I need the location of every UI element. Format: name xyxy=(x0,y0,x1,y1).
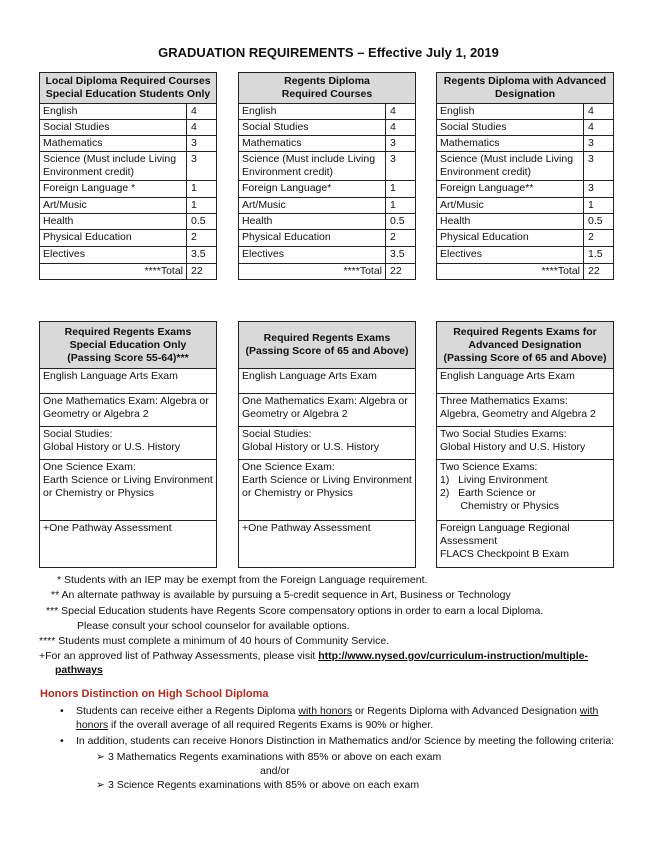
course-subject: Physical Education xyxy=(40,230,187,247)
table-row xyxy=(40,181,217,198)
table-row xyxy=(437,230,614,247)
course-credits: 4 xyxy=(187,120,217,136)
table-total-row xyxy=(239,264,416,280)
exam-cell xyxy=(239,369,416,394)
table-row xyxy=(239,104,416,120)
table-header-line: Local Diploma Required Courses xyxy=(45,75,211,87)
table-row xyxy=(239,369,416,394)
course-subject: English xyxy=(239,104,386,120)
table-row xyxy=(40,247,217,264)
exam-line: One Mathematics Exam: Algebra or Geometry or Algebra 2 xyxy=(43,395,209,420)
course-credits: 0.5 xyxy=(386,214,416,230)
table-row xyxy=(437,104,614,120)
exam-line: Global History or U.S. History xyxy=(242,441,380,453)
course-subject: English xyxy=(40,104,187,120)
local-diploma-courses-table xyxy=(39,72,217,280)
course-credits: 1 xyxy=(187,181,217,198)
table-header-row xyxy=(437,322,614,369)
exam-line: English Language Arts Exam xyxy=(440,370,575,382)
course-subject: Electives xyxy=(239,247,386,264)
course-credits: 3.5 xyxy=(187,247,217,264)
table-row xyxy=(40,152,217,181)
exam-line: English Language Arts Exam xyxy=(43,370,178,382)
course-subject: Art/Music xyxy=(40,198,187,214)
course-subject: Science (Must include Living Environment credit) xyxy=(239,152,386,181)
course-credits: 3 xyxy=(386,136,416,152)
footnote-special-ed: *** Special Education students have Regents Score compensatory options in order to earn a local Diploma. xyxy=(46,605,544,617)
table-header-line: (Passing Score of 65 and Above) xyxy=(245,345,409,357)
exam-line: Social Studies: xyxy=(242,428,312,440)
table-row xyxy=(40,427,217,460)
course-credits: 4 xyxy=(386,120,416,136)
honors-text: if the overall average of all required Regents Exams is 90% or higher. xyxy=(108,719,434,731)
exam-cell xyxy=(239,394,416,427)
course-subject: Physical Education xyxy=(239,230,386,247)
table-row xyxy=(239,120,416,136)
course-credits: 3 xyxy=(584,136,614,152)
pathway-link-contd[interactable]: pathways xyxy=(55,664,103,676)
course-subject: Mathematics xyxy=(239,136,386,152)
table-header-row xyxy=(239,322,416,369)
exam-cell xyxy=(437,460,614,521)
course-credits: 4 xyxy=(584,104,614,120)
exam-cell xyxy=(40,427,217,460)
table-row xyxy=(239,427,416,460)
course-subject: English xyxy=(437,104,584,120)
table-row xyxy=(239,152,416,181)
honors-criteria-math xyxy=(60,750,620,764)
table-header-line: Required Regents Exams xyxy=(64,325,192,338)
footnote-pathway-text: +For an approved list of Pathway Assessments, please visit xyxy=(39,650,319,662)
table-header-line: Required Regents Exams xyxy=(263,332,391,344)
regents-diploma-courses-table xyxy=(238,72,416,280)
exam-line: Social Studies: xyxy=(43,428,113,440)
table-header-row xyxy=(40,73,217,104)
exam-cell xyxy=(40,460,217,521)
table-header-line: (Passing Score of 65 and Above) xyxy=(443,351,607,364)
course-subject: Electives xyxy=(40,247,187,264)
exam-cell xyxy=(437,427,614,460)
course-subject: Social Studies xyxy=(437,120,584,136)
total-value: 22 xyxy=(386,264,416,280)
pathway-link[interactable]: http://www.nysed.gov/curriculum-instruction/multiple- xyxy=(318,650,588,662)
exam-line: 2) Earth Science or xyxy=(440,487,536,499)
total-value: 22 xyxy=(187,264,217,280)
course-subject: Health xyxy=(239,214,386,230)
table-header xyxy=(437,73,614,104)
exam-line: One Science Exam: xyxy=(242,461,335,473)
honors-list xyxy=(60,704,620,792)
total-value: 22 xyxy=(584,264,614,280)
course-subject: Art/Music xyxy=(437,198,584,214)
course-subject: Foreign Language* xyxy=(239,181,386,198)
table-header-line: (Passing Score 55-64)*** xyxy=(67,351,189,364)
criteria-text: 3 Mathematics Regents examinations with 85% or above on each exam xyxy=(108,751,442,763)
course-credits: 3 xyxy=(187,136,217,152)
course-credits: 0.5 xyxy=(584,214,614,230)
table-row xyxy=(40,460,217,521)
table-row xyxy=(239,521,416,568)
table-row xyxy=(437,460,614,521)
table-row xyxy=(40,369,217,394)
exam-cell xyxy=(239,521,416,568)
course-credits: 1 xyxy=(187,198,217,214)
honors-text: or Regents Diploma with Advanced Designation xyxy=(352,705,580,717)
honors-bullet-1 xyxy=(60,704,620,732)
table-row xyxy=(40,198,217,214)
table-header-line: Regents Diploma xyxy=(284,75,370,87)
course-credits: 1 xyxy=(386,198,416,214)
table-row xyxy=(437,247,614,264)
local-diploma-exams-table xyxy=(39,321,217,568)
table-row xyxy=(239,247,416,264)
exam-cell xyxy=(437,394,614,427)
table-row xyxy=(437,136,614,152)
table-row xyxy=(40,230,217,247)
exam-line: FLACS Checkpoint B Exam xyxy=(440,548,569,560)
arrow-bullet-icon: ➢ xyxy=(96,779,105,791)
exam-line: One Science Exam: xyxy=(43,461,136,473)
table-header-line: Advanced Designation xyxy=(468,338,582,351)
table-row xyxy=(437,394,614,427)
course-subject: Health xyxy=(40,214,187,230)
exam-cell xyxy=(40,394,217,427)
course-subject: Social Studies xyxy=(40,120,187,136)
course-credits: 4 xyxy=(187,104,217,120)
regents-diploma-exams-table xyxy=(238,321,416,568)
course-credits: 0.5 xyxy=(187,214,217,230)
course-credits: 4 xyxy=(386,104,416,120)
table-header xyxy=(40,322,217,369)
total-label: ****Total xyxy=(239,264,386,280)
table-row xyxy=(239,394,416,427)
exam-line: One Mathematics Exam: Algebra or Geometry or Algebra 2 xyxy=(242,395,408,420)
course-credits: 3 xyxy=(584,181,614,198)
table-header-line: Special Education Students Only xyxy=(45,88,211,100)
table-total-row xyxy=(40,264,217,280)
table-row xyxy=(40,120,217,136)
table-row xyxy=(40,521,217,568)
table-row xyxy=(437,198,614,214)
table-header-line: Required Regents Exams for xyxy=(453,325,597,338)
table-row xyxy=(437,521,614,568)
exam-cell xyxy=(40,521,217,568)
table-row xyxy=(40,214,217,230)
table-row xyxy=(40,104,217,120)
table-header-row xyxy=(437,73,614,104)
exam-cell xyxy=(437,521,614,568)
page-title: GRADUATION REQUIREMENTS – Effective July 1, 2019 xyxy=(158,45,499,60)
table-header-row xyxy=(40,322,217,369)
table-header-line: Required Courses xyxy=(281,88,373,100)
footnote-community-service: **** Students must complete a minimum of 40 hours of Community Service. xyxy=(39,635,390,647)
exam-cell xyxy=(239,427,416,460)
exam-line: English Language Arts Exam xyxy=(242,370,377,382)
honors-bullet-2 xyxy=(60,734,620,748)
exam-cell xyxy=(239,460,416,521)
table-total-row xyxy=(437,264,614,280)
course-credits: 3 xyxy=(187,152,217,181)
exam-cell xyxy=(40,369,217,394)
course-subject: Art/Music xyxy=(239,198,386,214)
exam-line: Chemistry or Physics xyxy=(440,500,560,512)
course-subject: Foreign Language** xyxy=(437,181,584,198)
course-subject: Health xyxy=(437,214,584,230)
table-row xyxy=(239,181,416,198)
bullet-icon: • xyxy=(60,705,64,717)
table-header xyxy=(239,322,416,369)
course-subject: Electives xyxy=(437,247,584,264)
footnote-special-ed-contd: Please consult your school counselor for available options. xyxy=(77,620,350,632)
table-row xyxy=(239,136,416,152)
exam-line: Global History or U.S. History xyxy=(43,441,181,453)
course-subject: Foreign Language * xyxy=(40,181,187,198)
table-row xyxy=(239,460,416,521)
exam-line: Global History and U.S. History xyxy=(440,441,586,453)
table-row xyxy=(239,198,416,214)
course-credits: 2 xyxy=(187,230,217,247)
course-credits: 3 xyxy=(386,152,416,181)
exam-line: Two Social Studies Exams: xyxy=(440,428,567,440)
course-subject: Physical Education xyxy=(437,230,584,247)
footnote-alternate-pathway: ** An alternate pathway is available by pursuing a 5-credit sequence in Art, Business or Technology xyxy=(51,589,511,601)
table-row xyxy=(437,214,614,230)
total-label: ****Total xyxy=(437,264,584,280)
course-subject: Social Studies xyxy=(239,120,386,136)
course-credits: 1 xyxy=(584,198,614,214)
course-credits: 4 xyxy=(584,120,614,136)
exam-line: +One Pathway Assessment xyxy=(242,522,371,534)
course-credits: 3.5 xyxy=(386,247,416,264)
advanced-regents-courses-table xyxy=(436,72,614,280)
course-credits: 2 xyxy=(584,230,614,247)
and-or-text: and/or xyxy=(260,765,290,777)
table-row xyxy=(239,214,416,230)
table-header-line: Regents Diploma with Advanced xyxy=(443,75,607,87)
exam-line: Earth Science or Living Environment or Chemistry or Physics xyxy=(242,474,412,499)
exam-cell xyxy=(437,369,614,394)
arrow-bullet-icon: ➢ xyxy=(96,751,105,763)
footnote-pathway xyxy=(39,649,629,677)
honors-heading: Honors Distinction on High School Diploma xyxy=(40,688,269,700)
course-credits: 1 xyxy=(386,181,416,198)
course-credits: 1.5 xyxy=(584,247,614,264)
course-subject: Science (Must include Living Environment credit) xyxy=(437,152,584,181)
table-row xyxy=(437,120,614,136)
table-row xyxy=(40,136,217,152)
criteria-text: 3 Science Regents examinations with 85% or above on each exam xyxy=(108,779,420,791)
footnote-iep: * Students with an IEP may be exempt from the Foreign Language requirement. xyxy=(57,574,428,586)
advanced-regents-exams-table xyxy=(436,321,614,568)
table-header-line: Designation xyxy=(494,88,556,100)
total-label: ****Total xyxy=(40,264,187,280)
table-row xyxy=(239,230,416,247)
table-header xyxy=(239,73,416,104)
exam-line: Foreign Language Regional Assessment xyxy=(440,522,570,547)
exam-line: Three Mathematics Exams: xyxy=(440,395,568,407)
table-row xyxy=(437,181,614,198)
table-row xyxy=(437,369,614,394)
honors-criteria-science xyxy=(60,778,620,792)
table-header xyxy=(40,73,217,104)
with-honors-text: with honors xyxy=(298,705,353,717)
course-credits: 3 xyxy=(584,152,614,181)
table-header-row xyxy=(239,73,416,104)
with-honors-text: with honors xyxy=(76,705,599,731)
exam-line: 1) Living Environment xyxy=(440,474,548,486)
honors-text: In addition, students can receive Honors Distinction in Mathematics and/or Science by meeting the following criteria: xyxy=(76,735,615,747)
table-row xyxy=(40,394,217,427)
bullet-icon: • xyxy=(60,735,64,747)
course-subject: Science (Must include Living Environment credit) xyxy=(40,152,187,181)
exam-line: Algebra, Geometry and Algebra 2 xyxy=(440,408,596,420)
table-header xyxy=(437,322,614,369)
course-subject: Mathematics xyxy=(437,136,584,152)
course-credits: 2 xyxy=(386,230,416,247)
exam-line: Earth Science or Living Environment or Chemistry or Physics xyxy=(43,474,213,499)
honors-text: Students can receive either a Regents Diploma xyxy=(76,705,299,717)
exam-line: +One Pathway Assessment xyxy=(43,522,172,534)
exam-line: Two Science Exams: xyxy=(440,461,538,473)
course-subject: Mathematics xyxy=(40,136,187,152)
table-header-line: Special Education Only xyxy=(69,338,187,351)
table-row xyxy=(437,427,614,460)
table-row xyxy=(437,152,614,181)
